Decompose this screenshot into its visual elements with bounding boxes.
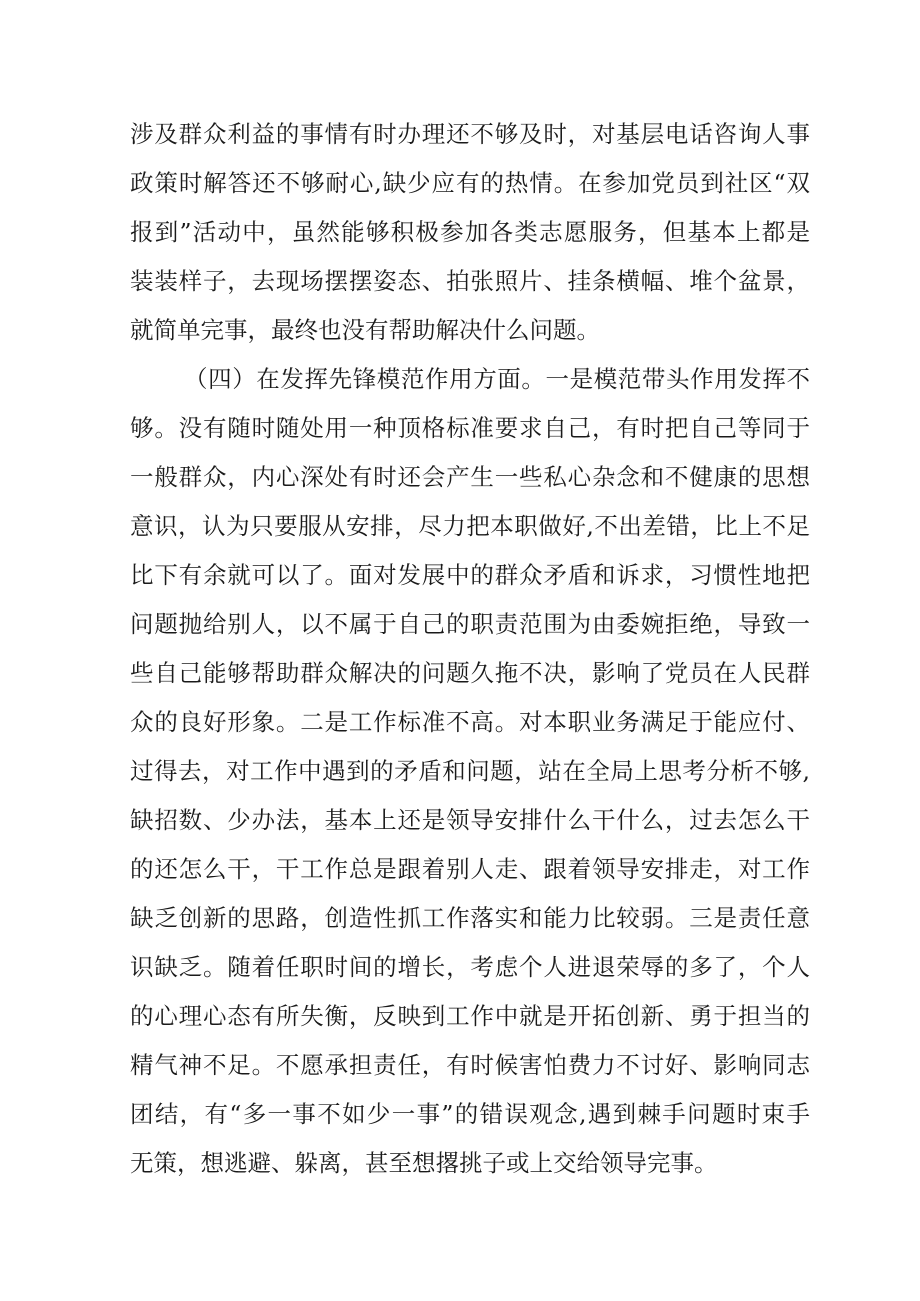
document-body <box>130 110 810 1188</box>
paragraph-line: 缺招数、少办法，基本上还是领导安排什么干什么，过去怎么干 <box>130 806 810 834</box>
paragraph-line: 过得去，对工作中遇到的矛盾和问题，站在全局上思考分析不够, <box>130 757 810 785</box>
paragraph-heading-line: （四）在发挥先锋模范作用方面。一是模范带头作用发挥不 <box>184 365 810 393</box>
paragraph-line: 的心理心态有所失衡，反映到工作中就是开拓创新、勇于担当的 <box>130 1002 810 1030</box>
paragraph-line: 问题抛给别人，以不属于自己的职责范围为由委婉拒绝，导致一 <box>130 610 810 638</box>
paragraph-line: 涉及群众利益的事情有时办理还不够及时，对基层电话咨询人事 <box>130 120 810 148</box>
paragraph-line: 众的良好形象。二是工作标准不高。对本职业务满足于能应付、 <box>130 708 810 736</box>
paragraph-line: 团结，有“多一事不如少一事”的错误观念,遇到棘手问题时束手 <box>130 1100 810 1128</box>
paragraph-2 <box>130 355 810 1188</box>
paragraph-line: 就简单完事，最终也没有帮助解决什么问题。 <box>130 316 600 344</box>
paragraph-line: 装装样子，去现场摆摆姿态、拍张照片、挂条横幅、堆个盆景， <box>130 267 810 295</box>
paragraph-line: 意识，认为只要服从安排，尽力把本职做好,不出差错，比上不足 <box>130 512 810 540</box>
paragraph-line: 识缺乏。随着任职时间的增长，考虑个人进退荣辱的多了，个人 <box>130 953 810 981</box>
paragraph-line: 一般群众，内心深处有时还会产生一些私心杂念和不健康的思想 <box>130 463 810 491</box>
paragraph-line: 够。没有随时随处用一种顶格标准要求自己，有时把自己等同于 <box>130 414 810 442</box>
paragraph-line: 无策，想逃避、躲离，甚至想撂挑子或上交给领导完事。 <box>130 1149 718 1177</box>
paragraph-line: 精气神不足。不愿承担责任，有时候害怕费力不讨好、影响同志 <box>130 1051 810 1079</box>
paragraph-line: 报到”活动中，虽然能够积极参加各类志愿服务，但基本上都是 <box>130 218 810 246</box>
paragraph-1 <box>130 110 810 355</box>
paragraph-line: 些自己能够帮助群众解决的问题久拖不决，影响了党员在人民群 <box>130 659 810 687</box>
paragraph-line: 政策时解答还不够耐心,缺少应有的热情。在参加党员到社区“双 <box>130 169 810 197</box>
paragraph-line: 缺乏创新的思路，创造性抓工作落实和能力比较弱。三是责任意 <box>130 904 810 932</box>
paragraph-line: 的还怎么干，干工作总是跟着别人走、跟着领导安排走，对工作 <box>130 855 810 883</box>
paragraph-line: 比下有余就可以了。面对发展中的群众矛盾和诉求，习惯性地把 <box>130 561 810 589</box>
